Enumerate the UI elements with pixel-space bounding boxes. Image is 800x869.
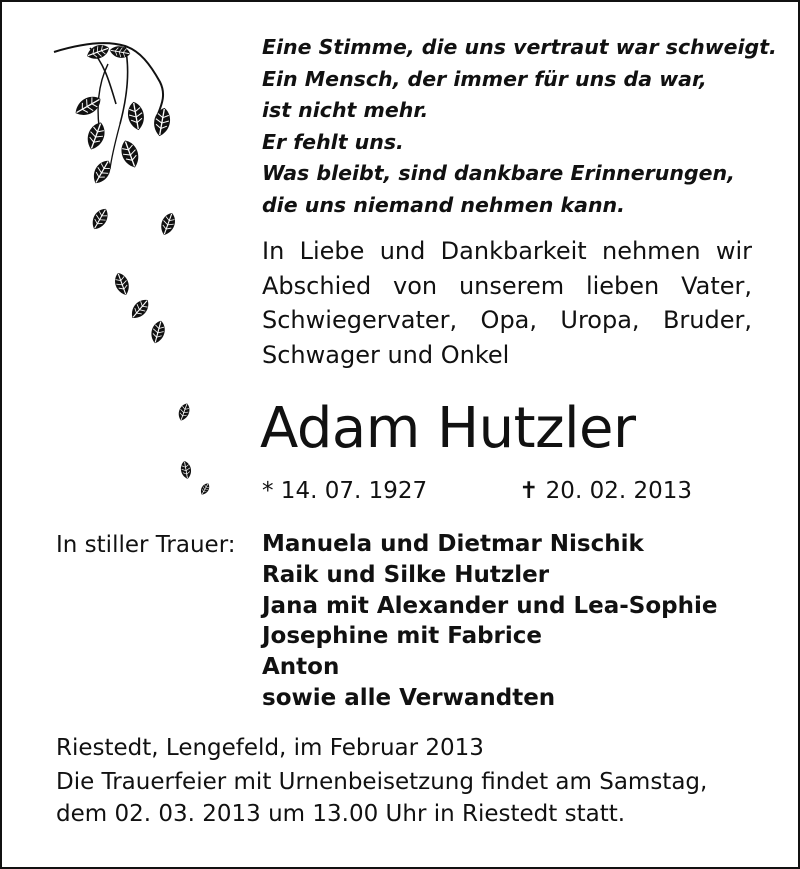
poem-line: ist nicht mehr. (262, 98, 429, 123)
life-dates (262, 476, 692, 506)
mourner-entry: Raik und Silke Hutzler (262, 561, 550, 588)
falling-leaves-branch-icon (50, 34, 220, 504)
mourner-entry: sowie alle Verwandten (262, 684, 556, 711)
birth-date: * 14. 07. 1927 (262, 478, 428, 504)
poem-line: Ein Mensch, der immer für uns da war, (262, 66, 707, 91)
intro-text (262, 234, 752, 372)
poem (262, 32, 792, 222)
intro-line: Abschied von unserem lieben Vater, (262, 271, 752, 300)
place-date: Riestedt, Lengefeld, im Februar 2013 (56, 735, 484, 761)
intro-line: Schwager und Onkel (262, 340, 510, 369)
deceased-name: Adam Hutzler (260, 396, 636, 461)
mourner-entry: Jana mit Alexander und Lea-Sophie (262, 592, 718, 619)
poem-line: Eine Stimme, die uns vertraut war schweigt. (262, 35, 777, 59)
mourner-entry: Josephine mit Fabrice (262, 623, 543, 650)
mourner-entry: Anton (262, 654, 340, 681)
intro-line: Schwiegervater, Opa, Uropa, Bruder, (262, 306, 752, 334)
poem-line: Er fehlt uns. (262, 129, 404, 154)
mourner-entry: Manuela und Dietmar Nischik (262, 531, 644, 557)
poem-line: Was bleibt, sind dankbare Erinnerungen, (262, 161, 735, 186)
intro-line: In Liebe und Dankbarkeit nehmen wir (262, 237, 752, 265)
ceremony-line: Die Trauerfeier mit Urnenbeisetzung findet am Samstag, (56, 769, 708, 795)
mourning-label: In stiller Trauer: (56, 532, 236, 558)
mourners-list (262, 529, 718, 714)
ceremony-line: dem 02. 03. 2013 um 13.00 Uhr in Riestedt statt. (56, 801, 626, 827)
death-date: ✝ 20. 02. 2013 (519, 478, 692, 504)
ceremony-info (56, 766, 746, 830)
poem-line: die uns niemand nehmen kann. (262, 192, 625, 217)
